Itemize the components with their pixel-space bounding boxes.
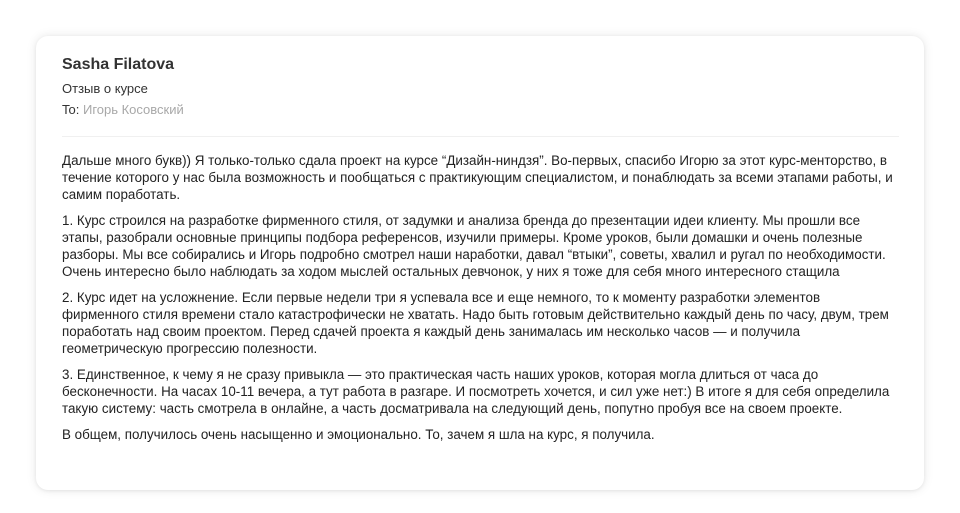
body-paragraph: Дальше много букв)) Я только-только сдала проект на курсе “Дизайн-ниндзя”. Во-первых, спасибо Игорю за этот курс-менторство, в течение которого у нас была возможность и пообщаться с практикующим специалистом, и понаблюдать за всеми этапами работы, и самим поработать. <box>62 153 893 202</box>
recipient-name: Игорь Косовский <box>82 102 184 117</box>
body-paragraph: 2. Курс идет на усложнение. Если первые недели три я успевала все и еще немного, то к моменту разработки элементов фирменного стиля времени стало катастрофически не хватать. Надо быть готовым действительно каждый день по часу, двум, трем поработать над своим проектом. Перед сдачей проекта я каждый день занималась им несколько часов — и получила геометрическую прогрессию полезности. <box>62 290 889 356</box>
sender-name: Sasha Filatova <box>62 56 175 73</box>
message-card <box>36 36 924 490</box>
body-paragraph: 3. Единственное, к чему я не сразу привыкла — это практическая часть наших уроков, которая могла длиться от часа до бесконечности. На часах 10-11 вечера, а тут работа в разгаре. И посмотреть хочется, и сил уже нет:) В итоге я для себя определила такую систему: часть смотрела в онлайне, а часть досматривала на следующий день, попутно пробуя все на своем проекте. <box>62 367 890 416</box>
header-divider <box>62 136 899 137</box>
recipient-line <box>62 102 898 118</box>
recipient-label: To: <box>62 102 80 117</box>
body-paragraph: 1. Курс строился на разработке фирменного стиля, от задумки и анализа бренда до презентации идеи клиенту. Мы прошли все этапы, разобрали основные принципы подбора референсов, изучили примеры. Кроме уроков, были домашки и очень полезные разборы. Мы все собирались и Игорь подробно смотрел наши наработки, давал “втыки”, советы, хвалил и ругал по необходимости. Очень интересно было наблюдать за ходом мыслей остальных девчонок, у них я тоже для себя много интересного стащила <box>62 213 886 279</box>
message-subject: Отзыв о курсе <box>62 81 148 96</box>
body-paragraph: В общем, получилось очень насыщенно и эмоционально. То, зачем я шла на курс, я получила. <box>62 427 655 442</box>
message-body <box>62 152 898 443</box>
